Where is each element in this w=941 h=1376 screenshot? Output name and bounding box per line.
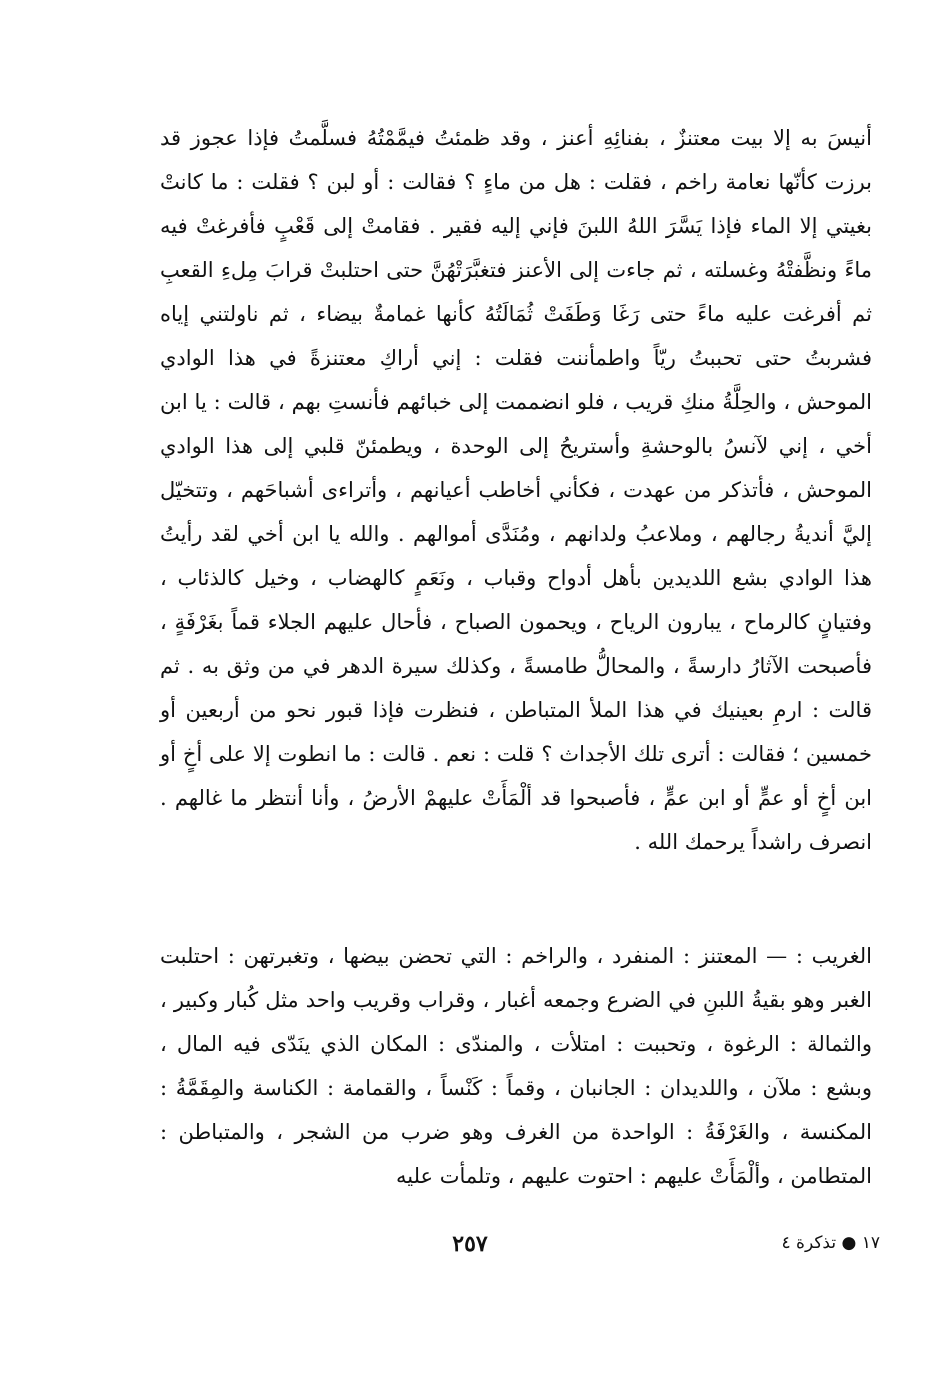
page-number: ٢٥٧ [452,1231,488,1257]
footer-signature: ١٧ ● تذكرة ٤ [781,1233,880,1253]
body-paragraph: أنيسَ به إلا بيت معتنزٌ ، بفنائِهِ أعنز ، وقد ظمئتُ فيمَّمْتُهُ فسلَّمتُ فإذا عجوز قد برزت كأنّها نعامة راخم ، فقلت : هل من ماءٍ ؟ فقالت : أو لبن ؟ فقلت : ما كانتْ بغيتي إلا الماء فإذا يَسَّرَ اللهُ اللبنَ فإني إليه فقير . فقامتْ إلى قَعْبٍ فأفرغتْ فيه ماءً ونظَّفتْهُ وغسلته ، ثم جاءت إلى الأعنز فتغبَّرَتْهُنَّ حتى احتلبتْ قرابَ مِلءِ القعبِ ثم أفرغت عليه ماءً حتى رَغَا وَطَفَتْ ثُمَالَتُهُ كأنها غمامةٌ بيضاء ، ثم ناولتني إياه فشربتُ حتى تحببتُ ريّاً واطمأننت فقلت : إني أراكِ معتنزةً في هذا الوادي الموحش ، والحِلَّةُ منكِ قريب ، فلو انضممت إلى خبائهم فأنستِ بهم ، قالت : يا ابن أخي ، إني لآنسُ بالوحشةِ وأستريحُ إلى الوحدة ، ويطمئنّ قلبي إلى هذا الوادي الموحش ، فأتذكر من عهدت ، فكأني أخاطب أعيانهم ، وأتراءى أشباحَهم ، وتتخيّل إليَّ أنديةُ رجالهم ، وملاعبُ ولدانهم ، ومُنَدَّى أموالهم . والله يا ابن أخي لقد رأيتُ هذا الوادي بشع اللديدين بأهل أدواح وقباب ، ونَعَمٍ كالهضاب ، وخيل كالذئاب ، وفتيانٍ كالرماح ، يبارون الرياح ، ويحمون الصباح ، فأحال عليهم الجلاء قماً بغَرْفَةٍ ، فأصبحت الآثارُ دارسةً ، والمحالُّ طامسةً ، وكذلك سيرة الدهر في من وثق به . ثم قالت : ارمِ بعينيك في هذا الملأ المتباطن ، فنظرت فإذا قبور نحو من أربعين أو خمسين ؛ فقالت : أترى تلك الأجداث ؟ قلت : نعم . قالت : ما انطوت إلا على أخٍ أو ابن أخٍ أو عمٍّ أو ابن عمٍّ ، فأصبحوا قد ألْمَأَتْ عليهمْ الأرضُ ، وأنا أنتظر ما غالهم . انصرف راشداً يرحمك الله . [160,126,872,854]
glossary-paragraph: الغريب : — المعتنز : المنفرد ، والراخم : التي تحضن بيضها ، وتغبرتهن : احتلبت الغبر وهو بقيةُ اللبنِ في الضرع وجمعه أغبار ، وقراب وقريب واحد مثل كُبار وكبير ، والثمالة : الرغوة ، وتحببت : امتلأت ، والمندّى : المكان الذي ينَدّى فيه المال ، وبشع : ملآن ، واللديدان : الجانبان ، وقماً : كَنْساً ، والقمامة : الكناسة والمِقَمَّةُ : المكنسة ، والغَرْفَةُ : الواحدة من الغرف وهو ضرب من الشجر ، والمتباطن : المتطامن ، وألْمَأَتْ عليهم : احتوت عليهم ، وتلمأت عليه [160,944,872,1188]
